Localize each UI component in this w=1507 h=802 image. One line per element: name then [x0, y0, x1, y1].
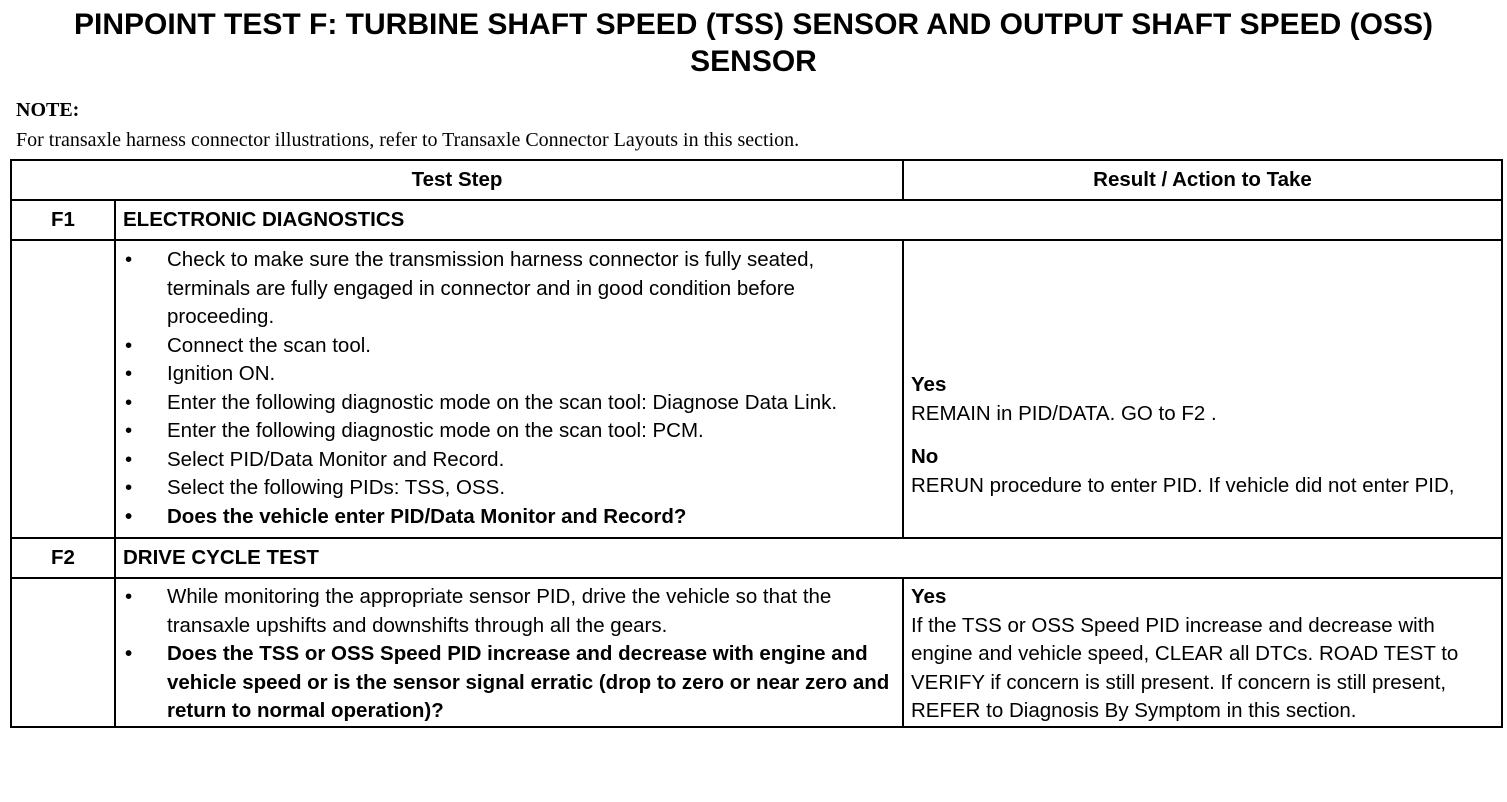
list-item: • Check to make sure the transmission harness connector is fully seated, terminals are fully engaged in connector and in good condition before proceeding.: [123, 246, 895, 332]
step-f2-instructions: [115, 578, 903, 727]
step-f2-title: DRIVE CYCLE TEST: [115, 538, 1502, 578]
table-header-row: [11, 160, 1502, 200]
title-line-2: SENSOR: [690, 45, 817, 78]
note-label: NOTE:: [16, 99, 80, 121]
list-item: • While monitoring the appropriate sensor PID, drive the vehicle so that the transaxle upshifts and downshifts through all the gears.: [123, 583, 895, 640]
header-result-action: Result / Action to Take: [903, 160, 1502, 200]
step-f2-title-row: [11, 538, 1502, 578]
step-f2-id-spacer: [11, 578, 115, 727]
step-f2-id: F2: [11, 538, 115, 578]
title-line-1: PINPOINT TEST F: TURBINE SHAFT SPEED (TSS) SENSOR AND OUTPUT SHAFT SPEED (OSS): [74, 8, 1433, 41]
note-text: For transaxle harness connector illustrations, refer to Transaxle Connector Layouts in this section.: [16, 129, 800, 151]
step-f2-result: [903, 578, 1502, 727]
step-f1-body-row: [11, 240, 1502, 538]
f1-no-text: RERUN procedure to enter PID. If vehicle did not enter PID,: [911, 473, 1455, 497]
step-f1-instructions: [115, 240, 903, 538]
header-test-step: Test Step: [11, 160, 903, 200]
list-item-question: • Does the vehicle enter PID/Data Monitor and Record?: [123, 503, 895, 532]
step-f1-title-row: [11, 200, 1502, 240]
step-f1-id-spacer: [11, 240, 115, 538]
step-f2-body-row: [11, 578, 1502, 727]
step-f1-id: F1: [11, 200, 115, 240]
list-item: • Enter the following diagnostic mode on the scan tool: Diagnose Data Link.: [123, 389, 895, 418]
list-item: • Ignition ON.: [123, 360, 895, 389]
step-f1-title: ELECTRONIC DIAGNOSTICS: [115, 200, 1502, 240]
list-item: • Select PID/Data Monitor and Record.: [123, 446, 895, 475]
f1-yes-label: Yes: [911, 373, 947, 396]
f2-yes-label: Yes: [911, 585, 947, 608]
list-item: • Select the following PIDs: TSS, OSS.: [123, 474, 895, 503]
list-item: • Enter the following diagnostic mode on the scan tool: PCM.: [123, 417, 895, 446]
f1-yes-text: REMAIN in PID/DATA. GO to F2 .: [911, 401, 1217, 425]
page-title: [0, 6, 1507, 80]
f1-no-label: No: [911, 445, 939, 468]
list-item: • Connect the scan tool.: [123, 332, 895, 361]
pinpoint-test-table: [10, 159, 1503, 728]
f2-yes-text: If the TSS or OSS Speed PID increase and decrease with engine and vehicle speed, CLEAR all DTCs. ROAD TEST to VERIFY if concern is still present. If concern is still present, REFER to Diagnosis By Symptom in this section.: [911, 613, 1459, 722]
list-item-question: • Does the TSS or OSS Speed PID increase and decrease with engine and vehicle speed or is the sensor signal erratic (drop to zero or near zero and return to normal operation)?: [123, 640, 895, 726]
step-f1-result: [903, 240, 1502, 538]
